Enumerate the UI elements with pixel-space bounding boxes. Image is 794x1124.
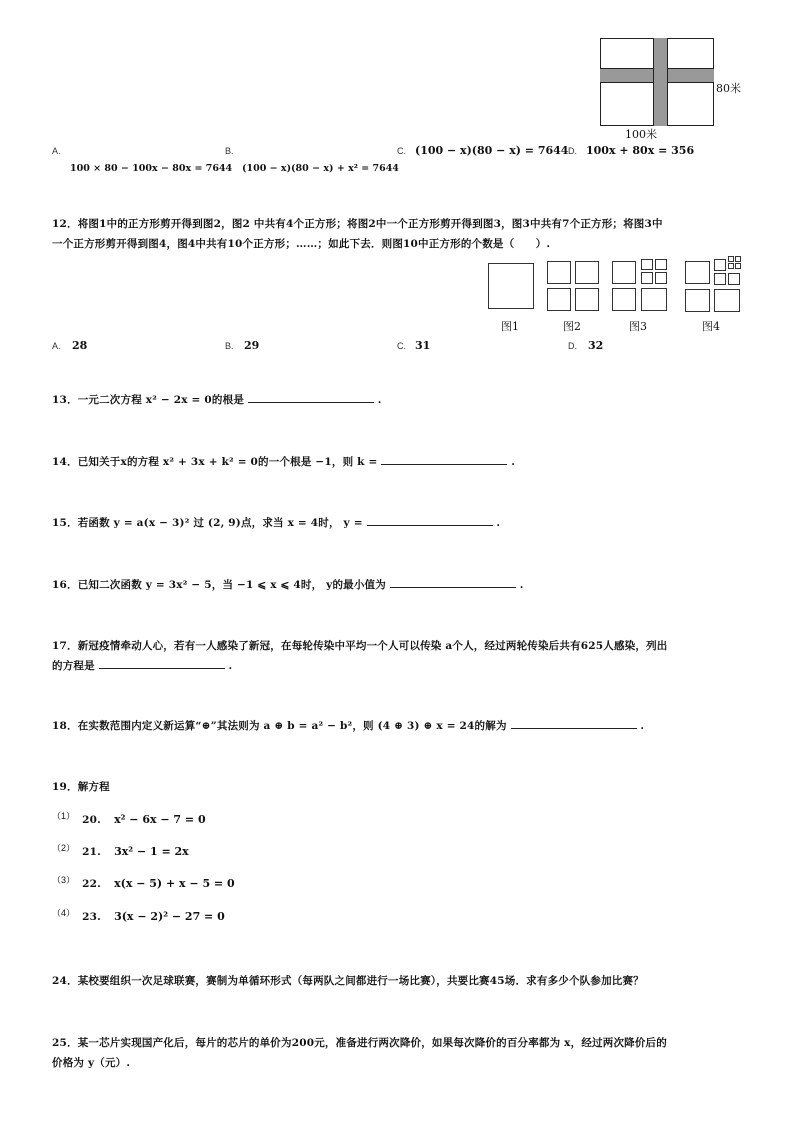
q15-answer-blank[interactable] [367, 515, 493, 526]
fig1-label: 图1 [501, 320, 519, 333]
q25-line1: 25．某一芯片实现国产化后，每片的芯片的单价为200元，准备进行两次降价，如果每次降价的百分率都为 x，经过两次降价后的 [52, 1037, 667, 1049]
fig2-label: 图2 [563, 320, 581, 333]
q12-option-a-letter: A. [52, 341, 61, 351]
q15-text: 15．若函数 y = a(x − 3)² 过 (2, 9)点，求当 x = 4时， y = [52, 517, 363, 529]
q14-text: 14．已知关于x的方程 x² + 3x + k² = 0的一个根是 −1，则 k = [52, 456, 378, 468]
q16-text: 16．已知二次函数 y = 3x² − 5，当 −1 ⩽ x ⩽ 4时， y的最小值为 [52, 579, 386, 591]
q12-option-d-letter: D. [568, 341, 577, 351]
q14-answer-blank[interactable] [381, 454, 507, 465]
q19-title: 19．解方程 [52, 781, 110, 793]
q11-option-b-letter: B. [225, 146, 234, 156]
q19-item-eq: 3x² − 1 = 2x [114, 845, 189, 858]
figure-label-right: 80米 [716, 82, 741, 95]
fig4 [685, 256, 742, 312]
q11-option-d-letter: D. [568, 146, 577, 156]
q13-end: . [377, 394, 382, 406]
q18-text: 18．在实数范围内定义新运算“⊕”其法则为 a ⊕ b = a² − b²，则 (4 ⊕ 3) ⊕ x = 24的解为 [52, 720, 507, 732]
q18 [52, 718, 644, 733]
q12-option-c-letter: C. [397, 341, 406, 351]
q17-text: 的方程是 [52, 660, 95, 672]
q14 [52, 454, 515, 469]
q16-end: . [519, 579, 524, 591]
q12-option-d-text: 32 [588, 339, 604, 352]
q15-end: . [496, 517, 501, 529]
q13 [52, 392, 382, 407]
q19-item-num: 23. [82, 911, 101, 923]
q17-line2 [52, 658, 232, 673]
q17-answer-blank[interactable] [99, 658, 225, 669]
q25-line2: 价格为 y（元）. [52, 1057, 131, 1069]
q19-item-num: 20. [82, 814, 101, 826]
q11-option-c-text: (100 − x)(80 − x) = 7644 [415, 144, 569, 157]
q17-line1: 17．新冠疫情牵动人心，若有一人感染了新冠，在每轮传染中平均一个人可以传染 a个人，经过两轮传染后共有625人感染，列出 [52, 640, 668, 652]
fig3 [612, 259, 669, 311]
q16-answer-blank[interactable] [390, 577, 516, 588]
q12-option-c-text: 31 [415, 339, 431, 352]
q11-option-a-letter: A. [52, 146, 61, 156]
fig1 [488, 263, 534, 309]
q14-end: . [511, 456, 516, 468]
q11-option-a-text: 100 × 80 − 100x − 80x = 7644 [70, 163, 233, 174]
q15 [52, 515, 500, 530]
q11-option-c-letter: C. [397, 146, 406, 156]
q19-item-sub: （3） [52, 875, 76, 885]
q19-item-1 [52, 808, 206, 827]
q19-item-num: 22. [82, 878, 101, 890]
q11-option-b-text: (100 − x)(80 − x) + x² = 7644 [242, 163, 399, 174]
q19-item-eq: x² − 6x − 7 = 0 [114, 813, 206, 826]
q19-item-3 [52, 872, 235, 891]
q19-item-sub: （1） [52, 811, 76, 821]
figure-label-bottom: 100米 [625, 128, 657, 141]
fig3-label: 图3 [629, 320, 647, 333]
q12-option-a-text: 28 [72, 339, 88, 352]
fig4-label: 图4 [702, 320, 720, 333]
q13-answer-blank[interactable] [248, 392, 374, 403]
q12-option-b-text: 29 [244, 339, 260, 352]
q19-item-num: 21. [82, 846, 101, 858]
q17-end: . [228, 660, 233, 672]
q18-answer-blank[interactable] [511, 718, 637, 729]
q11-figure [600, 38, 714, 126]
q12-line1: 12．将图1中的正方形剪开得到图2，图2 中共有4个正方形；将图2中一个正方形剪开得到图3，图3中共有7个正方形；将图3中 [52, 218, 663, 230]
q16 [52, 577, 524, 592]
q18-end: . [640, 720, 645, 732]
q19-item-eq: 3(x − 2)² − 27 = 0 [114, 910, 225, 923]
q19-item-sub: （2） [52, 843, 76, 853]
q19-item-eq: x(x − 5) + x − 5 = 0 [114, 877, 235, 890]
q19-item-sub: （4） [52, 908, 76, 918]
q24: 24．某校要组织一次足球联赛，赛制为单循环形式（每两队之间都进行一场比赛），共要比赛45场．求有多少个队参加比赛？ [52, 975, 644, 987]
q12-option-b-letter: B. [225, 341, 234, 351]
q12-line2: 一个正方形剪开得到图4，图4中共有10个正方形；……；如此下去．则图10中正方形的个数是（ ）. [52, 238, 551, 250]
q11-option-d-text: 100x + 80x = 356 [586, 144, 695, 157]
q19-item-2 [52, 840, 189, 859]
q19-item-4 [52, 905, 225, 924]
fig2 [547, 261, 600, 311]
vertical-road [653, 38, 668, 126]
q13-text: 13．一元二次方程 x² − 2x = 0的根是 [52, 394, 245, 406]
